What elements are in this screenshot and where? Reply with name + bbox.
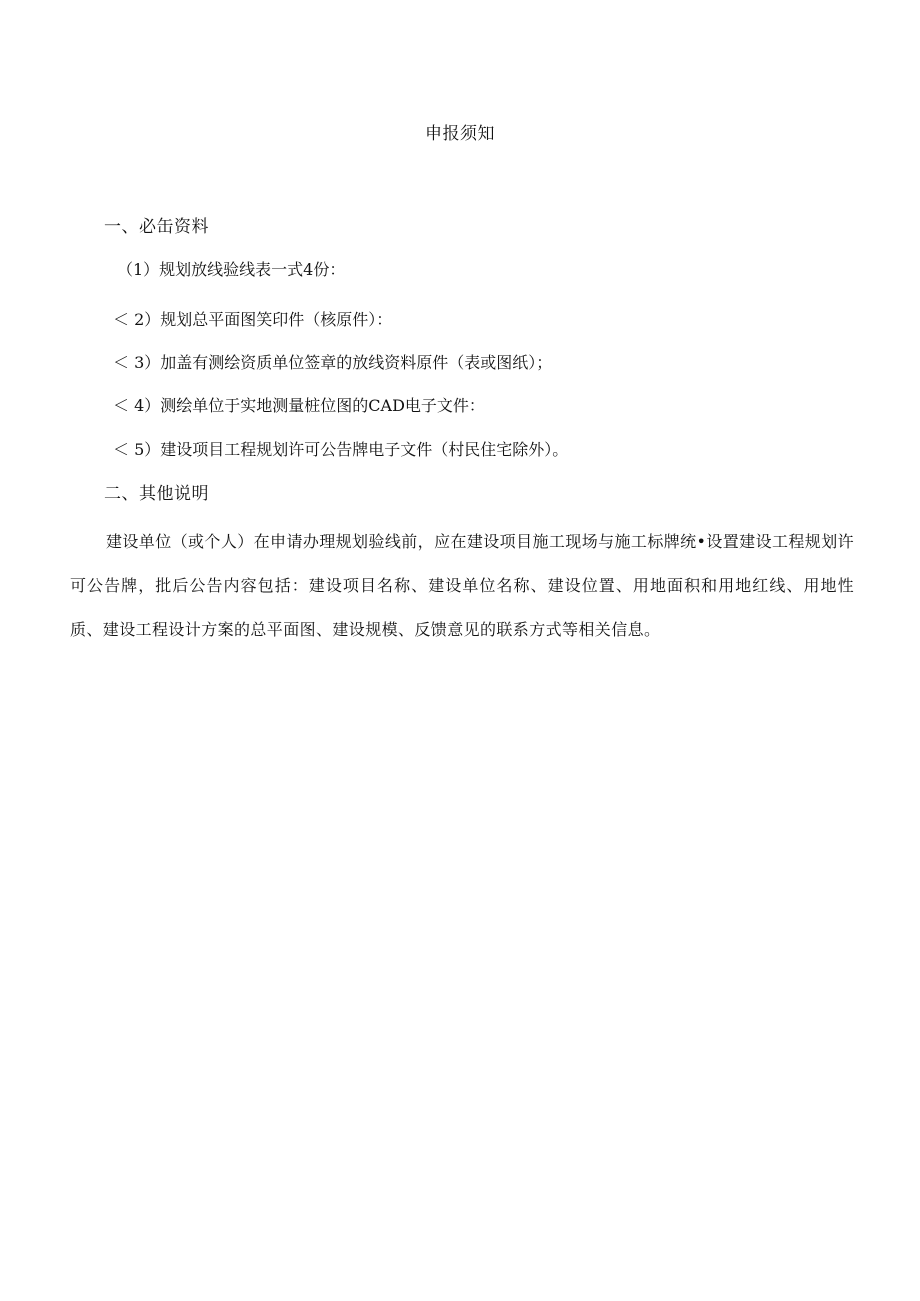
section-heading-required-materials: 一、必缶资料 xyxy=(104,217,209,237)
list-item: （1）规划放线验线表一式4份： xyxy=(117,260,346,279)
list-item: ＜ 4）测绘单位于实地测量桩位图的CAD电子文件： xyxy=(113,396,485,415)
notes-paragraph: 建设单位（或个人）在申请办理规划验线前，应在建设项目施工现场与施工标牌统•设置建设工程规划许可公告牌，批后公告内容包括：建设项目名称、建设单位名称、建设位置、用地面积和用地红线、用地性质、建设工程设计方案的总平面图、建设规模、反馈意见的联系方式等相关信息。 xyxy=(70,532,854,639)
section-heading-other-notes: 二、其他说明 xyxy=(104,484,209,504)
list-item: ＜ 2）规划总平面图笑印件（核原件）： xyxy=(113,310,393,329)
list-item: ＜ 5）建设项目工程规划许可公告牌电子文件（村民住宅除外）。 xyxy=(113,440,569,459)
page-title: 申报须知 xyxy=(425,124,495,144)
list-item: ＜ 3）加盖有测绘资质单位签章的放线资料原件（表或图纸）； xyxy=(113,353,553,372)
